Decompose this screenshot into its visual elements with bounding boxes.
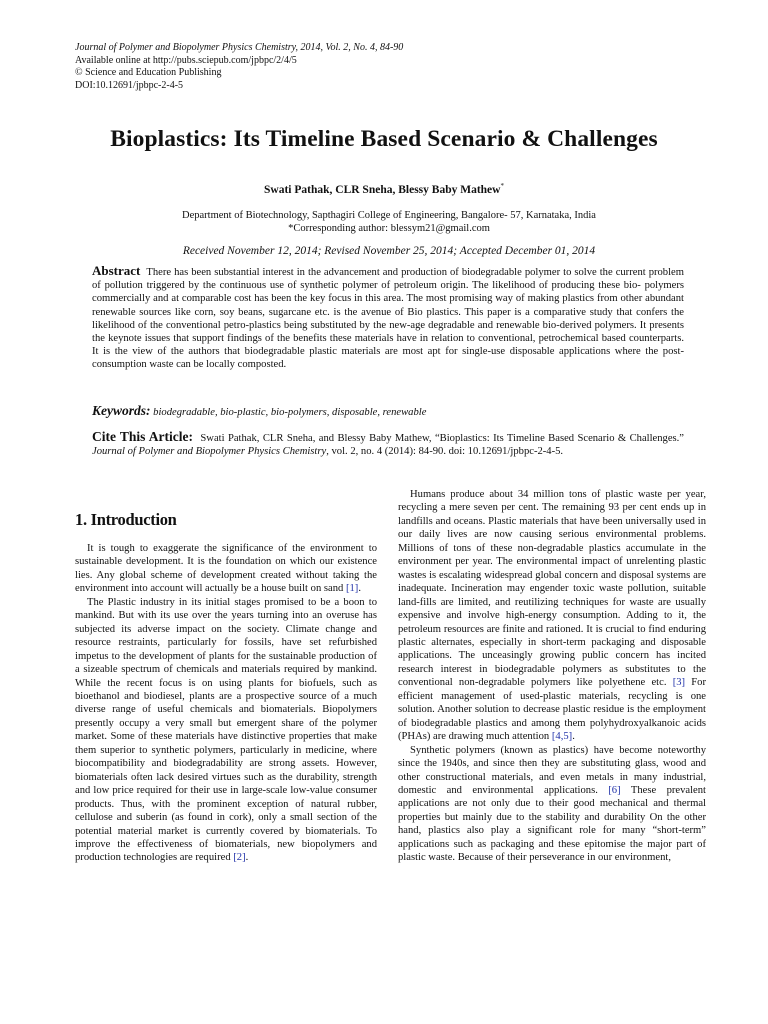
abstract-label: Abstract — [92, 263, 141, 278]
corresponding-mark: * — [500, 182, 504, 190]
cite-authors-title: Swati Pathak, CLR Sneha, and Blessy Baby Mathew, “Bioplastics: Its Timeline Based Scenario & Challenges.” — [200, 433, 685, 444]
publication-dates: Received November 12, 2014; Revised November 25, 2014; Accepted December 01, 2014 — [182, 245, 596, 257]
cite-volume-doi: , vol. 2, no. 4 (2014): 84-90. doi: 10.12691/jpbpc-2-4-5. — [326, 446, 564, 458]
author-names: Swati Pathak, CLR Sneha, Blessy Baby Mathew — [264, 183, 501, 196]
paragraph-text: Synthetic polymers (known as plastics) have become noteworthy since the 1940s, and since then they are substituting glass, wood and other constructional materials, and even metals in many industrial, domestic and environmental applications. — [398, 744, 706, 796]
reference-link[interactable]: [2] — [233, 852, 246, 864]
left-column — [75, 542, 377, 865]
author-list — [0, 182, 768, 196]
paragraph-end: . — [572, 731, 575, 743]
reference-link[interactable]: [3] — [672, 677, 686, 689]
reference-link[interactable]: [6] — [608, 784, 621, 796]
cite-journal: Journal of Polymer and Biopolymer Physics Chemistry — [92, 446, 327, 458]
paragraph — [75, 596, 377, 865]
copyright-line: © Science and Education Publishing — [75, 67, 222, 78]
paragraph-text: These prevalent applications are not only due to their good mechanical and thermal properties but mainly due to the stability and durability On the other hand, plastics also play a significant role for many “short-term” applications such as packaging and these epitomise the major part of plastic waste. Because of their perseverance in our environment, — [398, 784, 707, 864]
abstract-text: There has been substantial interest in the advancement and production of biodegradable polymer to solve the current problem of pollution triggered by the continuous use of synthetic polymer of petroleum origin. The likelihood of producing these bio- polymers commercially and at comparable cost has been the key focus in this area. The most promising way of making plastics from other abundant renewable sources like corn, soy beans, sugarcane etc. is the avenue of Bio plastics. This paper is a comparative study that confers the likelihood of the conventional petro-plastics being substituted by the new-age degradable and renewable bio-derived polymers. It presents the keynote issues that support findings of the benefits these materials have in relation to conventional, petrochemical based counterparts. It is the view of the authors that biodegradable plastic materials are most apt for single-use disposable applications where the post-consumption waste can be locally composted. — [92, 267, 684, 371]
paragraph — [398, 744, 706, 865]
keywords — [92, 404, 684, 420]
reference-link[interactable]: [1] — [345, 583, 359, 595]
paragraph-text: Humans produce about 34 million tons of plastic waste per year, recycling a mere seven per cent. The remaining 93 per cent ends up in landfills and oceans. Plastic materials that have been universally used in our daily lives are now causing serious environmental problems. Millions of tons of these non-degradable plastics accumulate in the environment per year. The environmental impact of unrelenting plastic wastes is escalating widespread global concern and disposal systems are inadequate. Incineration may engender toxic waste pollution, suitable land-fills are limited, and reutilizing techniques for waste are usually expensive and involve high-energy consumption. Adding to it, the petroleum resources are finite and rationed. It is crucial to find enduring plastic alternates, especially in short-term packaging and disposable applications. The unceasingly growing public concern has incited research interest in biodegradable polymers as substitutes to the conventional non-degradable polymers like polyethene etc. — [398, 489, 706, 689]
availability-line: Available online at http://pubs.sciepub.com/jpbpc/2/4/5 — [75, 54, 297, 66]
paragraph-text: For efficient management of used-plastic materials, recycling is one solution. Another solution to decrease plastic residue is the employment of biodegradable plastics and among them polyhydroxyalkanoic acids (PHAs) are drawing much attention — [398, 677, 706, 743]
paragraph-text: It is tough to exaggerate the significance of the environment to sustainable development. It is the foundation on which our existence lies. Any global scheme of development created without taking the environment into account will actually be a house built on sand — [75, 543, 377, 595]
paragraph-end: . — [358, 583, 361, 595]
section-heading-introduction: 1. Introduction — [75, 510, 177, 529]
corresponding-author: *Corresponding author: blessym21@gmail.com — [288, 222, 490, 234]
doi-line: DOI:10.12691/jpbpc-2-4-5 — [75, 79, 184, 91]
article-title: Bioplastics: Its Timeline Based Scenario & Challenges — [110, 126, 658, 152]
right-column — [398, 488, 706, 865]
paragraph — [398, 488, 706, 744]
affiliation: Department of Biotechnology, Sapthagiri College of Engineering, Bangalore- 57, Karnataka, India — [182, 210, 596, 221]
paragraph-text: The Plastic industry in its initial stages promised to be a boon to mankind. But with its use over the years turning into an overuse has subjected its adverse impact on the society. Climate change and resource restraints, particularly for fossils, have set refurbished impetus to the development of plants for the sustainable production of a sizeable spectrum of chemicals and materials required by mankind. While the recent focus is on using plants for biofuels, such as bioethanol and biodiesel, plants are a prospective source of a much diverse range of useful chemicals and biomaterials. Biopolymers presently occupy a very small but emergent share of the polymer market. Some of these materials have distinctive properties that make them superior to synthetic polymers, particularly in medicine, where biocompatibility and biodegradability are strong assets. However, biomaterials often lack desired virtues such as the durability, strength and low price required for their use in large-scale low-value consumer products. Thus, with the prominent exception of natural rubber, cellulose and suberin (as found in cork), only a small section of the potential material market is currently covered by biomaterials. To improve the effectiveness of biomaterials, new biopolymers and production technologies are required — [75, 596, 377, 864]
abstract — [92, 264, 684, 372]
keywords-text: biodegradable, bio-plastic, bio-polymers, disposable, renewable — [153, 407, 427, 418]
paragraph — [75, 542, 377, 596]
affiliation-block — [0, 210, 768, 235]
journal-citation: Journal of Polymer and Biopolymer Physics Chemistry, 2014, Vol. 2, No. 4, 84-90 — [75, 42, 404, 53]
paragraph-end: . — [245, 852, 249, 864]
journal-header — [75, 42, 403, 92]
cite-this-article — [92, 430, 684, 458]
reference-link[interactable]: [4,5] — [551, 731, 573, 743]
cite-label: Cite This Article: — [92, 429, 193, 444]
keywords-label: Keywords: — [92, 403, 151, 418]
